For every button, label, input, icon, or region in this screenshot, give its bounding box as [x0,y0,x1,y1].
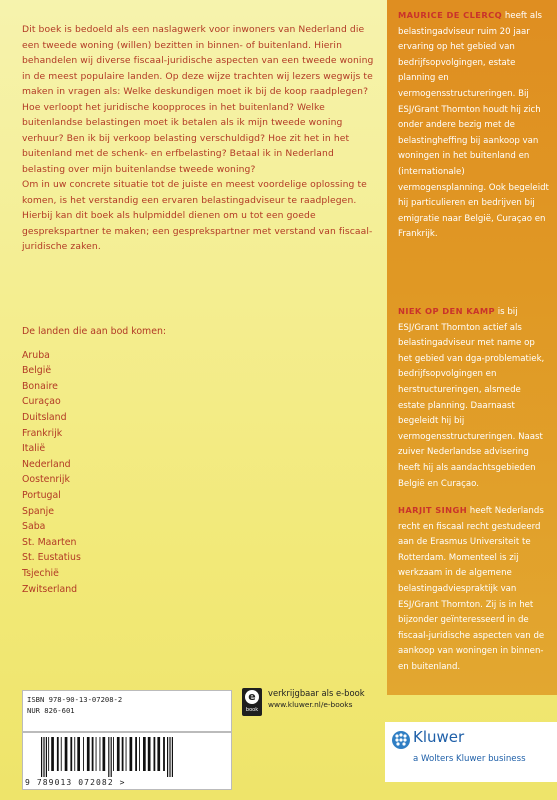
author-bio-text: heeft als belastingadviseur ruim 20 jaar ervaring op het gebied van bedrijfsopvolgingen, estate planning en vermogensstructureringen. Bij ESJ/Grant Thornton houdt hij zich onder andere bezig met de belastingheffing bij aankoop van woningen in het buitenland en (internationale) vermogensplanning. Ook begeleidt hij particulieren en bedrijven bij emigratie naar België, Curaçao en Frankrijk. [398,11,549,240]
nur-code: NUR 826-601 [27,706,75,715]
description-paragraph-1: Dit boek is bedoeld als een naslagwerk voor inwoners van Nederland die een tweede woning (willen) bezitten in binnen- of buitenland. Hierin behandelen wij diverse fiscaal-juridische aspecten van een tweede woning in de meest populaire landen. Op deze wijze trachten wij lezers wegwijs te maken in vragen als: Welke deskundigen moet ik bij de koop raadplegen? Hoe verloopt het juridische koopproces in het buitenland? Welke buitenlandse belastingen moet ik betalen als ik mijn tweede woning verhuur? Ben ik bij verkoop belasting verschuldigd? Hoe zit het in het buitenland met de schenk- en erfbelasting? Betaal ik in Nederland belasting over mijn buitenlandse tweede woning? [22,24,374,175]
author-bio-text: is bij ESJ/Grant Thornton actief als belastingadviseur met name op het gebied van dga-problematiek, bedrijfsopvolgingen en herstructureringen, alsmede estate planning. Daarnaast begeleidt hij bij vermogensstructureringen. Naast zuiver Nederlandse advisering heeft hij als aandachtsgebieden België en Curaçao. [398,307,545,489]
country-item: Spanje [22,505,54,517]
barcode [22,732,232,790]
isbn-label [22,690,232,732]
barcode-bar [92,737,94,771]
country-item: Curaçao [22,396,61,408]
ebook-icon-caption: book [245,707,259,713]
barcode-bar [154,737,156,771]
barcode-bar [61,737,62,771]
barcode-bar [74,737,75,771]
country-item: Tsjechië [22,567,59,579]
barcode-bar [48,737,49,771]
barcode-bar [108,737,109,777]
barcode-bar [46,737,47,777]
barcode-bar [57,737,59,771]
author-bio-singh [398,503,550,676]
country-item: St. Maarten [22,536,77,548]
ebook-icon [242,688,262,716]
country-list-heading: De landen die aan bod komen: [22,326,167,337]
country-item: België [22,365,52,377]
barcode-bar [111,737,112,777]
country-item: Zwitserland [22,583,78,595]
barcode-bar [157,737,160,771]
author-bio-op-den-kamp [398,304,550,492]
barcode-bar [143,737,146,771]
country-item: Bonaire [22,380,58,392]
barcode-bar [169,737,170,777]
ebook-label: verkrijgbaar als e-book [268,688,365,698]
country-item: Frankrijk [22,427,63,439]
author-name: MAURICE DE CLERCQ [398,10,503,20]
barcode-bar [100,737,101,771]
barcode-bar [41,737,42,777]
author-bio-text: heeft Nederlands recht en fiscaal recht gestudeerd aan de Erasmus Universiteit te Rotterdam. Momenteel is zij werkzaam in de algemene belastingadviespraktijk van ESJ/Grant Thornton. Zij is in het bijzonder geïnteresseerd in de fiscaal-juridische aspecten van de aankoop van woningen in binnen- en buitenland. [398,506,545,672]
barcode-bar [103,737,106,771]
publisher-tagline: a Wolters Kluwer business [413,754,526,764]
barcode-bar [148,737,151,771]
barcode-bars [37,737,217,777]
barcode-bar [163,737,165,771]
barcode-digits: 9 789013 072082 > [25,778,126,787]
country-item: Saba [22,521,46,533]
barcode-bar [65,737,68,771]
author-name: NIEK OP DEN KAMP [398,306,496,316]
publisher-logo [385,722,557,782]
barcode-bar [167,737,168,777]
barcode-bar [126,737,127,771]
description-paragraph-2: Om in uw concrete situatie tot de juiste en meest voordelige oplossing te komen, is het verstandig een ervaren belastingadviseur te raadplegen. Hierbij kan dit boek als hulpmiddel dienen om u tot een goede gesprekspartner te maken; een gesprekspartner met verstand van fiscaal-juridische zaken. [22,179,373,252]
kluwer-globe-icon [391,730,411,750]
country-item: Portugal [22,489,61,501]
barcode-bar [135,737,137,771]
country-item: Oostenrijk [22,474,70,486]
country-list-section [22,324,322,597]
barcode-bar [139,737,140,771]
barcode-bar [122,737,124,771]
isbn-number: ISBN 978-90-13-07208-2 [27,695,123,704]
barcode-bar [43,737,44,777]
barcode-bar [172,737,173,777]
publisher-name: Kluwer [413,728,465,746]
author-name: HARJIT SINGH [398,505,468,515]
description-text [22,22,374,255]
country-item: Duitsland [22,411,67,423]
country-list [22,348,322,598]
barcode-bar [113,737,114,771]
country-item: Italië [22,443,46,455]
barcode-bar [51,737,54,771]
barcode-bar [83,737,84,771]
barcode-bar [87,737,90,771]
author-bio-de-clercq [398,8,550,243]
barcode-bar [96,737,97,771]
ebook-icon-letter: e [245,690,259,704]
country-item: Aruba [22,349,50,361]
barcode-bar [77,737,80,771]
ebook-url[interactable]: www.kluwer.nl/e-books [268,700,353,709]
barcode-bar [117,737,120,771]
ebook-notice [268,688,386,710]
country-item: Nederland [22,458,71,470]
barcode-bar [70,737,72,771]
country-item: St. Eustatius [22,552,81,564]
barcode-bar [130,737,133,771]
